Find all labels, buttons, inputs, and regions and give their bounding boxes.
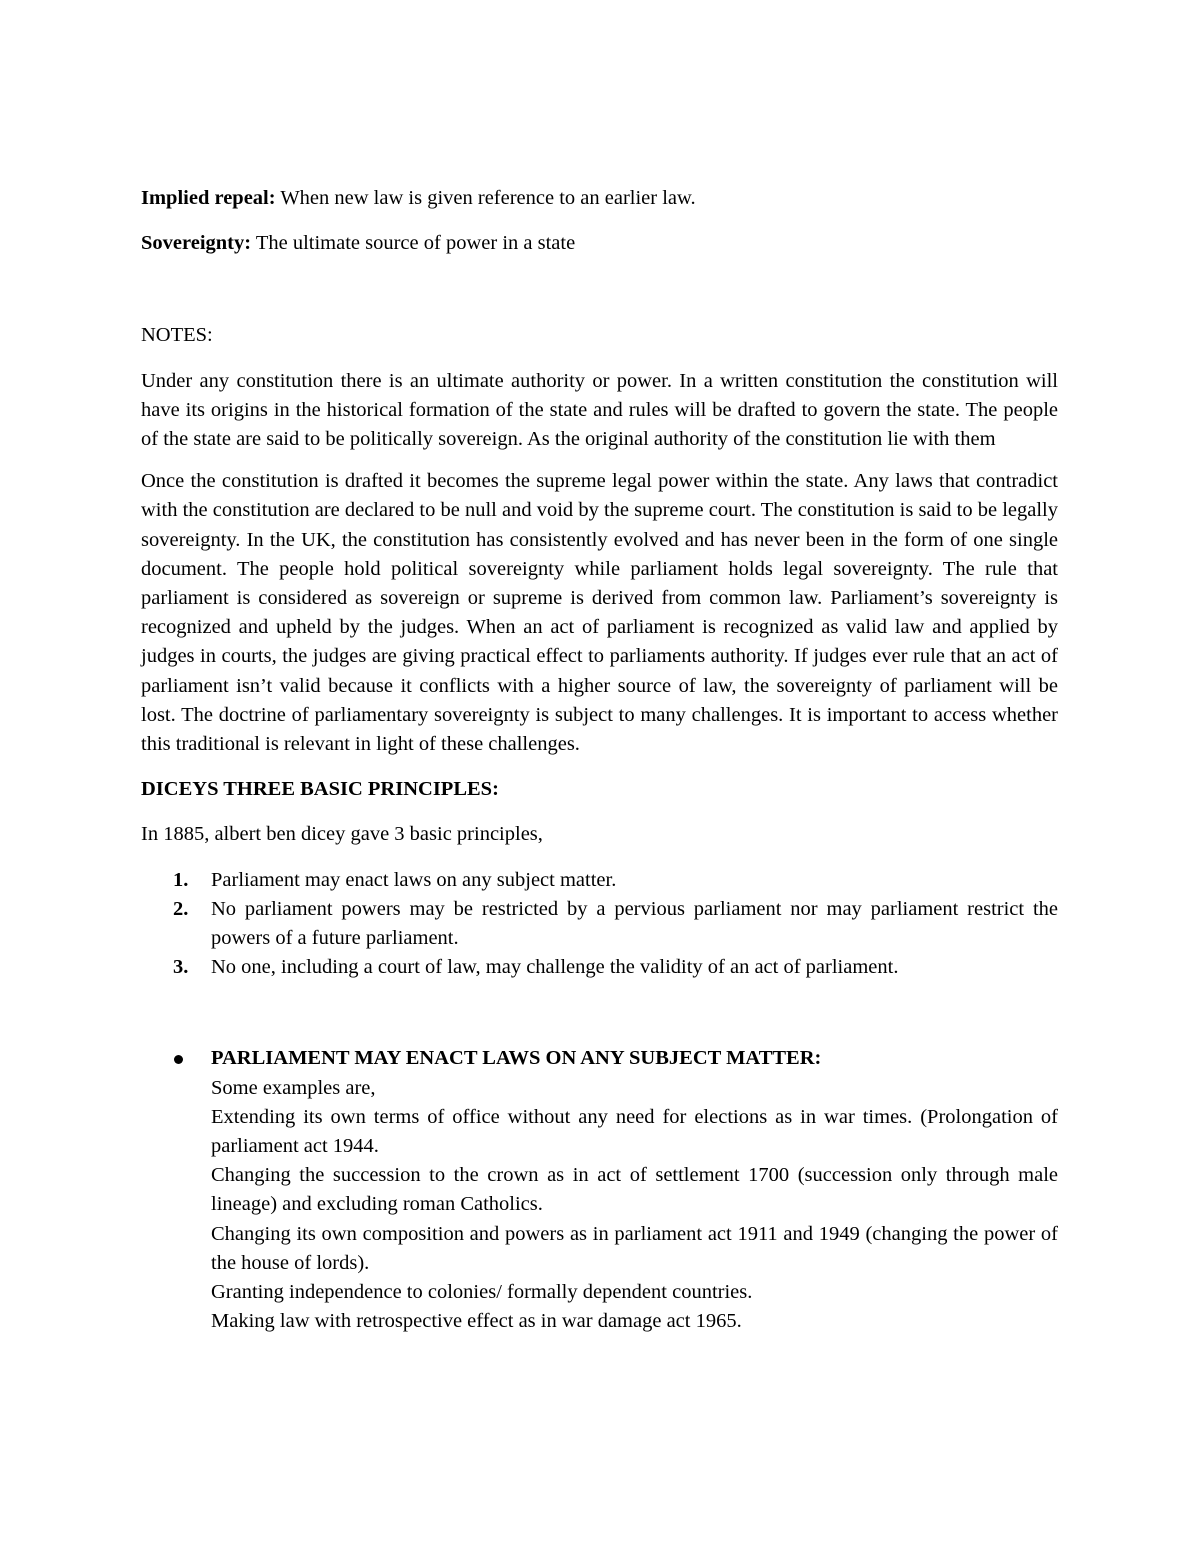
example-item: Extending its own terms of office without any need for elections as in war times. (Prolongation of parliament act 1944. — [211, 1105, 1058, 1158]
list-item-text: No one, including a court of law, may challenge the validity of an act of parliament. — [211, 956, 899, 979]
example-item: Changing its own composition and powers as in parliament act 1911 and 1949 (changing the power of the house of lords). — [211, 1222, 1058, 1274]
example-item: Granting independence to colonies/ formally dependent countries. — [211, 1281, 753, 1304]
section-intro: Some examples are, — [211, 1076, 376, 1099]
notes-heading: NOTES: — [141, 324, 213, 347]
bullet-section — [141, 1044, 1058, 1336]
notes-paragraph: Under any constitution there is an ultimate authority or power. In a written constitution the constitution will have its origins in the historical formation of the state and rules will be drafted to govern the state. The people of the state are said to be politically sovereign. As the original authority of the constitution lie with them — [141, 369, 1058, 451]
example-item: Making law with retrospective effect as in war damage act 1965. — [211, 1310, 742, 1333]
example-item: Changing the succession to the crown as in act of settlement 1700 (succession only through male lineage) and excluding roman Catholics. — [211, 1164, 1058, 1216]
list-number: 3. — [173, 956, 189, 979]
list-item-text: No parliament powers may be restricted by a pervious parliament nor may parliament restrict the powers of a future parliament. — [211, 897, 1058, 950]
definition-text: When new law is given reference to an earlier law. — [275, 187, 696, 209]
principles-list — [141, 866, 1058, 983]
definition-text: The ultimate source of power in a state — [251, 232, 576, 255]
list-item — [141, 953, 1058, 982]
list-number: 2. — [173, 897, 189, 920]
bullet-dot-icon — [174, 1055, 183, 1064]
diceys-intro: In 1885, albert ben dicey gave 3 basic principles, — [141, 823, 543, 846]
document-page — [141, 184, 1058, 1337]
definition-term: Sovereignty: — [141, 232, 252, 255]
notes-paragraph: Once the constitution is drafted it becomes the supreme legal power within the state. Any laws that contradict with the constitution are declared to be null and void by the supreme court. The constitution is said to be legally sovereignty. In the UK, the constitution has consistently evolved and has never been in the form of one single document. The people hold political sovereignty while parliament holds legal sovereignty. The rule that parliament is considered as sovereign or supreme is derived from common law. Parliament’s sovereignty is recognized and upheld by the judges. When an act of parliament is recognized as valid law and applied by judges in courts, the judges are giving practical effect to parliaments authority. If judges ever rule that an act of parliament isn’t valid because it conflicts with a higher source of law, the sovereignty of parliament will be lost. The doctrine of parliamentary sovereignty is subject to many challenges. It is important to access whether this traditional is relevant in light of these challenges. — [141, 470, 1058, 756]
section-heading: PARLIAMENT MAY ENACT LAWS ON ANY SUBJECT MATTER: — [211, 1047, 822, 1070]
list-item — [141, 895, 1058, 953]
definition-sovereignty — [141, 229, 1058, 258]
diceys-heading: DICEYS THREE BASIC PRINCIPLES: — [141, 778, 499, 801]
list-number: 1. — [173, 868, 189, 891]
list-item-text: Parliament may enact laws on any subject matter. — [211, 868, 617, 891]
definition-term: Implied repeal: — [141, 187, 276, 209]
definition-implied-repeal — [141, 184, 1058, 213]
list-item — [141, 866, 1058, 895]
